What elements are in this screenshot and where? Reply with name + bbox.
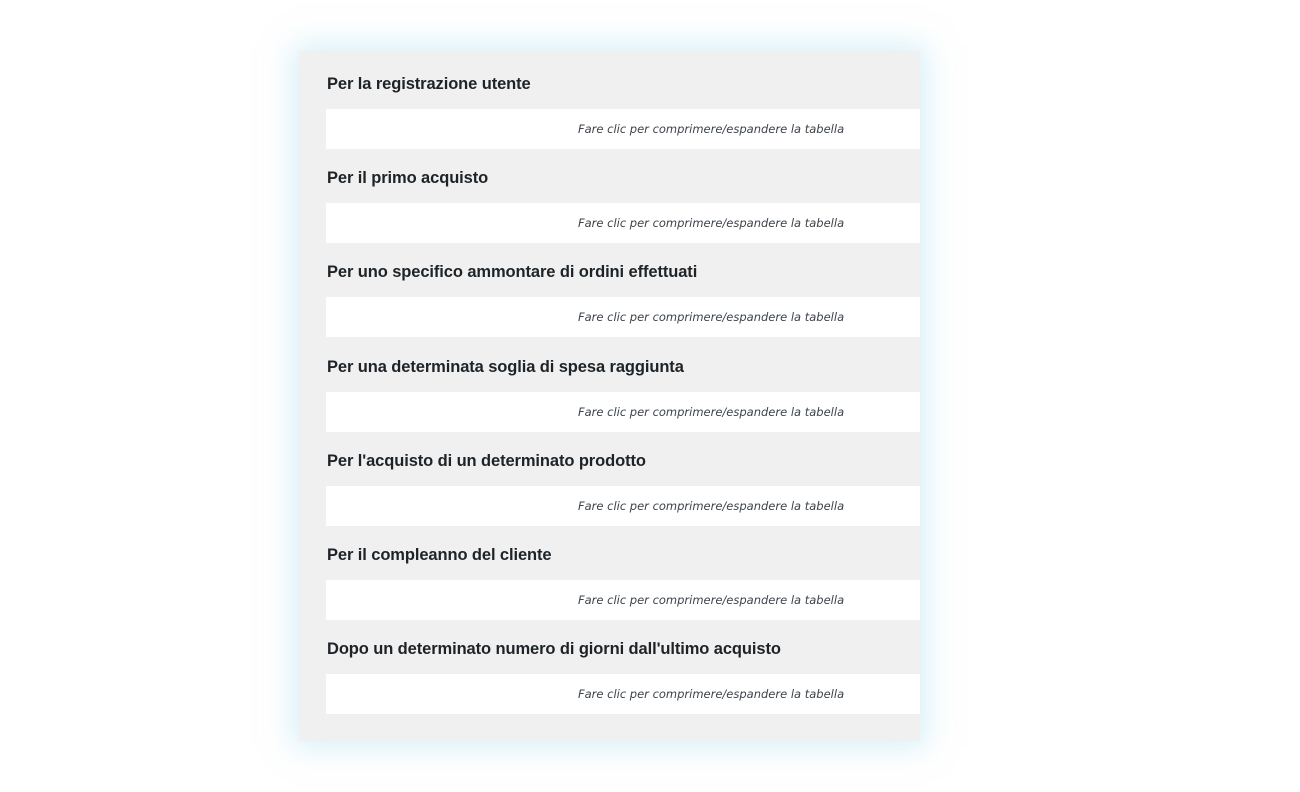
collapse-hint-text[interactable]: Fare clic per comprimere/espandere la tabella: [578, 593, 845, 607]
section-title: Dopo un determinato numero di giorni dall'ultimo acquisto: [327, 640, 781, 658]
section-title: Per la registrazione utente: [327, 75, 531, 93]
collapse-toggle-row[interactable]: [326, 203, 920, 243]
section-title: Per l'acquisto di un determinato prodotto: [327, 452, 646, 470]
rules-panel: [299, 51, 920, 741]
section-title: Per una determinata soglia di spesa raggiunta: [327, 358, 684, 376]
collapse-hint-text[interactable]: Fare clic per comprimere/espandere la tabella: [578, 310, 845, 324]
collapse-hint-text[interactable]: Fare clic per comprimere/espandere la tabella: [578, 499, 845, 513]
collapse-toggle-row[interactable]: [326, 580, 920, 620]
section-title: Per il primo acquisto: [327, 169, 489, 187]
collapse-toggle-row[interactable]: [326, 486, 920, 526]
section-title: Per il compleanno del cliente: [327, 546, 552, 564]
collapse-hint-text[interactable]: Fare clic per comprimere/espandere la tabella: [578, 216, 845, 230]
section-title: Per uno specifico ammontare di ordini effettuati: [327, 263, 698, 281]
collapse-toggle-row[interactable]: [326, 297, 920, 337]
collapse-toggle-row[interactable]: [326, 392, 920, 432]
collapse-hint-text[interactable]: Fare clic per comprimere/espandere la tabella: [578, 405, 845, 419]
collapse-toggle-row[interactable]: [326, 674, 920, 714]
collapse-hint-text[interactable]: Fare clic per comprimere/espandere la tabella: [578, 122, 845, 136]
collapse-toggle-row[interactable]: [326, 109, 920, 149]
collapse-hint-text[interactable]: Fare clic per comprimere/espandere la tabella: [578, 687, 845, 701]
